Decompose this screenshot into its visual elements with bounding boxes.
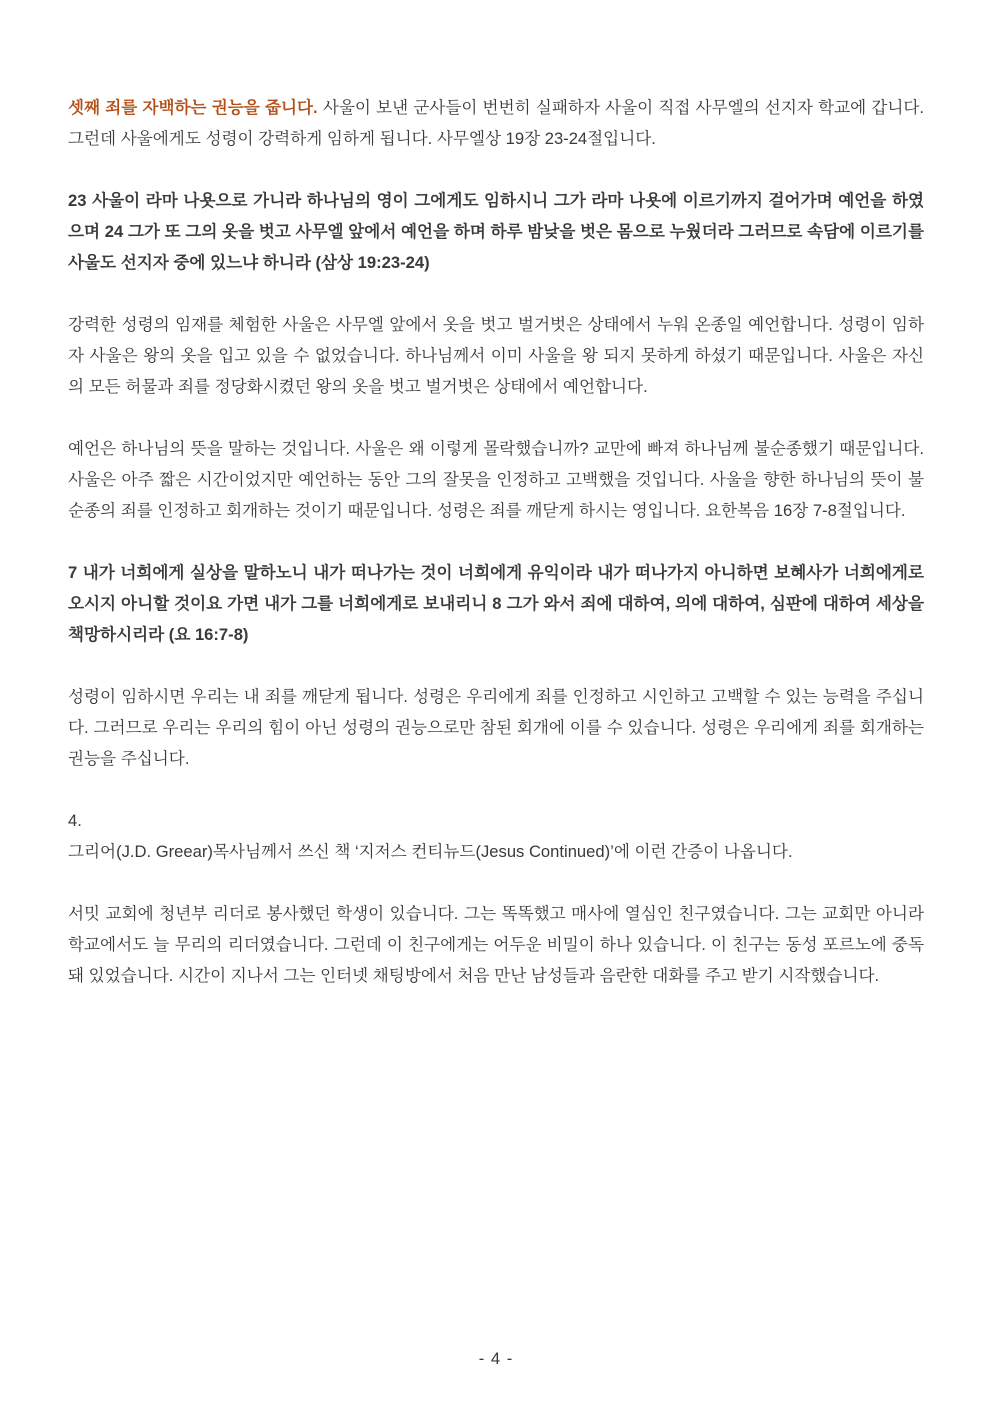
page-number: - 4 - xyxy=(478,1349,514,1368)
list-number-four: 4. xyxy=(68,811,82,830)
paragraph-gap xyxy=(68,278,924,309)
scripture-quote-1samuel: 23 사울이 라마 나욧으로 가니라 하나님의 영이 그에게도 임하시니 그가 라마 나욧에 이르기까지 걸어가며 예언을 하였으며 24 그가 또 그의 옷을 벗고 사무엘 앞에서 예언을 하며 하루 밤낮을 벗은 몸으로 누웠더라 그러므로 속담에 이르기를 사울도 선지자 중에 있느냐 하니라 (삼상 19:23-24) xyxy=(68,191,924,272)
scripture-quote-john: 7 내가 너희에게 실상을 말하노니 내가 떠나가는 것이 너희에게 유익이라 내가 떠나가지 아니하면 보혜사가 너희에게로 오시지 아니할 것이요 가면 내가 그를 너희에게로 보내리니 8 그가 와서 죄에 대하여, 의에 대하여, 심판에 대하여 세상을 책망하시리라 (요 16:7-8) xyxy=(68,563,924,644)
paragraph-gap xyxy=(68,154,924,185)
paragraph-gap xyxy=(68,526,924,557)
paragraph-gap xyxy=(68,867,924,898)
paragraph-saul-explanation: 강력한 성령의 임재를 체험한 사울은 사무엘 앞에서 옷을 벗고 벌거벗은 상태에서 누워 온종일 예언합니다. 성령이 임하자 사울은 왕의 옷을 입고 있을 수 없었습니다. 하나님께서 이미 사울을 왕 되지 못하게 하셨기 때문입니다. 사울은 자신의 모든 허물과 죄를 정당화시켰던 왕의 옷을 벗고 벌거벗은 상태에서 예언합니다. xyxy=(68,315,924,396)
section-heading-text: 셋째 죄를 자백하는 권능을 줍니다. xyxy=(68,98,318,117)
paragraph-gap xyxy=(68,650,924,681)
paragraph-book-reference: 그리어(J.D. Greear)목사님께서 쓰신 책 ‘지저스 컨티뉴드(Jesus Continued)’에 이런 간증이 나옵니다. xyxy=(68,842,793,861)
paragraph-holy-spirit-power: 성령이 임하시면 우리는 내 죄를 깨닫게 됩니다. 성령은 우리에게 죄를 인정하고 시인하고 고백할 수 있는 능력을 주십니다. 그러므로 우리는 우리의 힘이 아닌 성령의 권능으로만 참된 회개에 이를 수 있습니다. 성령은 우리에게 죄를 회개하는 권능을 주십니다. xyxy=(68,687,924,768)
paragraph-testimony-story: 서밋 교회에 청년부 리더로 봉사했던 학생이 있습니다. 그는 똑똑했고 매사에 열심인 친구였습니다. 그는 교회만 아니라 학교에서도 늘 무리의 리더였습니다. 그런데 이 친구에게는 어두운 비밀이 하나 있습니다. 이 친구는 동성 포르노에 중독돼 있었습니다. 시간이 지나서 그는 인터넷 채팅방에서 처음 만난 남성들과 음란한 대화를 주고 받기 시작했습니다. xyxy=(68,904,924,985)
paragraph-gap xyxy=(68,774,924,805)
paragraph-text: 사울이 보낸 군사들이 번번히 실패하자 사울이 직접 사무엘의 선지자 학교에 갑니다. 그런데 사울에게도 성령이 강력하게 임하게 됩니다. 사무엘상 19장 23-24절입니다. xyxy=(68,98,924,148)
document-body xyxy=(68,92,924,991)
paragraph-gap xyxy=(68,402,924,433)
paragraph-prophecy-meaning: 예언은 하나님의 뜻을 말하는 것입니다. 사울은 왜 이렇게 몰락했습니까? 교만에 빠져 하나님께 불순종했기 때문입니다. 사울은 아주 짧은 시간이었지만 예언하는 동안 그의 잘못을 인정하고 고백했을 것입니다. 사울을 향한 하나님의 뜻이 불순종의 죄를 인정하고 회개하는 것이기 때문입니다. 성령은 죄를 깨닫게 하시는 영입니다. 요한복음 16장 7-8절입니다. xyxy=(68,439,924,520)
paragraph-heading-third-point xyxy=(68,92,924,154)
